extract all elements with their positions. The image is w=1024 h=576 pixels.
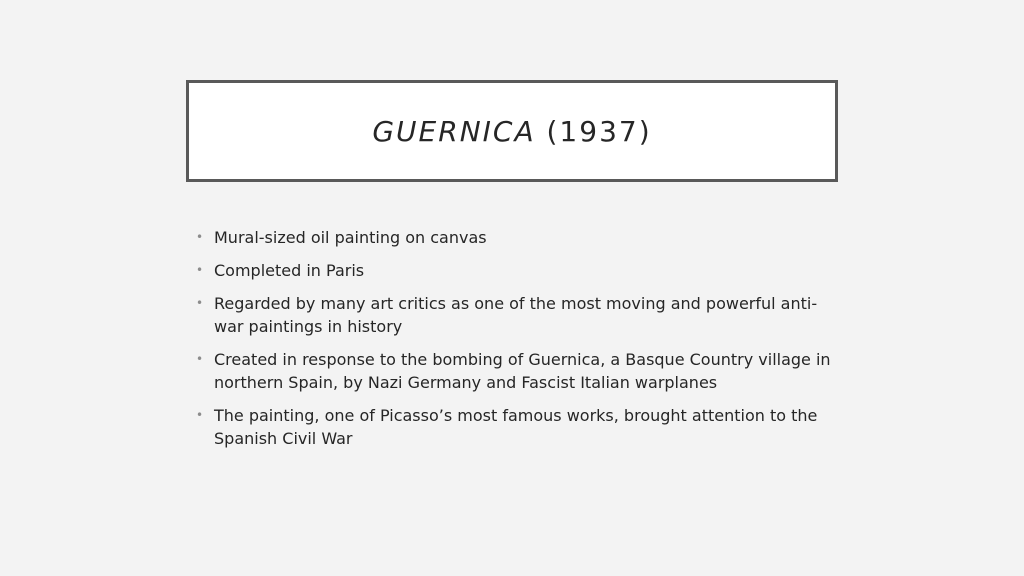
bullet-text: Completed in Paris [214, 261, 365, 280]
bullet-item [196, 226, 836, 249]
bullet-icon: • [196, 263, 204, 277]
slide-title-year: (1937) [535, 114, 652, 148]
bullet-text: Mural-sized oil painting on canvas [214, 228, 487, 247]
bullet-icon: • [196, 230, 204, 244]
bullet-icon: • [196, 408, 204, 422]
bullet-list [196, 226, 836, 460]
bullet-item [196, 259, 836, 282]
title-box [186, 80, 838, 182]
bullet-item [196, 404, 836, 450]
bullet-item [196, 292, 836, 338]
slide-title-name: GUERNICA [372, 114, 536, 148]
bullet-text: Regarded by many art critics as one of the most moving and powerful anti-war paintings in history [214, 294, 818, 336]
bullet-text: The painting, one of Picasso’s most famous works, brought attention to the Spanish Civil War [214, 406, 818, 448]
bullet-icon: • [196, 352, 204, 366]
bullet-icon: • [196, 296, 204, 310]
bullet-item [196, 348, 836, 394]
slide-title [372, 115, 651, 148]
bullet-text: Created in response to the bombing of Guernica, a Basque Country village in northern Spain, by Nazi Germany and Fascist Italian warplanes [214, 350, 831, 392]
